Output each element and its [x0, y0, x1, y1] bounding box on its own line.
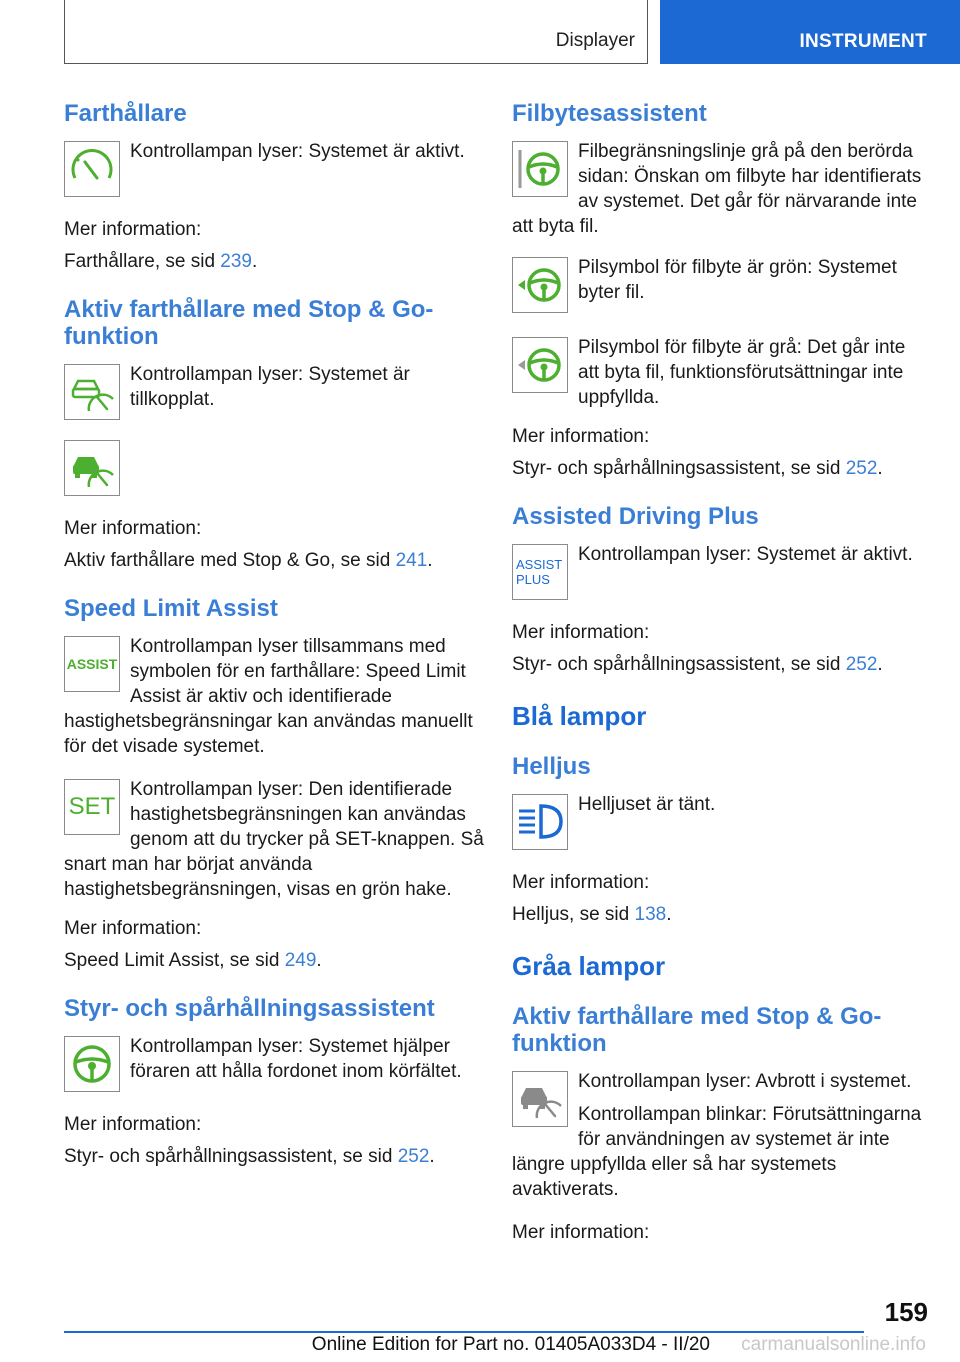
header-chapter-box	[660, 0, 960, 64]
reference-speed-limit-assist: Speed Limit Assist, se sid 249.	[64, 950, 322, 971]
item-farthallare	[64, 139, 484, 203]
reference-aktiv-farthallare: Aktiv farthållare med Stop & Go, se sid 241.	[64, 550, 433, 571]
page-link-138[interactable]: 138	[634, 904, 667, 925]
header-section-title: Displayer	[555, 30, 635, 51]
heading-aktiv-farthallare: Aktiv farthållare med Stop & Go-funktion	[64, 296, 434, 350]
more-info-label: Mer information:	[512, 1222, 650, 1243]
more-info-label: Mer information:	[64, 1114, 202, 1135]
info-speed-limit-assist	[64, 916, 484, 973]
heading-styr-spar: Styr- och spårhållningsassistent	[64, 995, 435, 1022]
steering-wheel-gray-arrow-icon	[512, 337, 568, 393]
item-filbyte-2	[512, 255, 928, 319]
reference-helljus: Helljus, se sid 138.	[512, 904, 672, 925]
item-speed-limit-assist	[64, 634, 484, 759]
page-link-252[interactable]: 252	[845, 458, 878, 479]
text-filbyte-1: Filbegränsningslinje grå på den berörda sidan: Önskan om filbyte har identifierats av systemet. Det går för närvarande inte att byta fil.	[512, 141, 922, 237]
left-column	[64, 100, 484, 1169]
steering-wheel-icon	[64, 1036, 120, 1092]
steering-wheel-lane-line-icon	[512, 141, 568, 197]
page-link-241[interactable]: 241	[395, 550, 428, 571]
page-link-252[interactable]: 252	[397, 1146, 430, 1167]
acc-filled-icon	[64, 440, 120, 496]
reference-farthallare: Farthållare, se sid 239.	[64, 251, 258, 272]
heading-farthallare: Farthållare	[64, 100, 187, 127]
item-aktiv-farthallare-gray	[512, 1069, 928, 1202]
acc-outline-icon	[64, 364, 120, 420]
header-chapter-title: INSTRUMENT	[799, 31, 927, 52]
item-aktiv-farthallare	[64, 362, 484, 426]
info-assisted-driving-plus	[512, 620, 928, 677]
more-info-label: Mer information:	[512, 426, 650, 447]
steering-wheel-green-arrow-icon	[512, 257, 568, 313]
info-aktiv-farthallare	[64, 516, 484, 573]
heading-filbytesassistent: Filbytesassistent	[512, 100, 707, 127]
text-assisted-driving-plus: Kontrollampan lyser: Systemet är aktivt.	[578, 544, 913, 565]
heading-graa-lampor: Gråa lampor	[512, 951, 666, 981]
item-helljus	[512, 792, 928, 856]
heading-bla-lampor: Blå lampor	[512, 701, 647, 731]
more-info-label: Mer information:	[512, 872, 650, 893]
right-column	[512, 100, 928, 1245]
text-aktiv-gray-1: Kontrollampan lyser: Avbrott i systemet.	[578, 1071, 912, 1092]
more-info-label: Mer information:	[512, 622, 650, 643]
text-styr-spar: Kontrollampan lyser: Systemet hjälper föraren att hålla fordonet inom körfältet.	[130, 1036, 462, 1082]
text-filbyte-3: Pilsymbol för filbyte är grå: Det går inte att byta fil, funktionsförutsättningar inte uppfyllda.	[578, 337, 906, 408]
page-link-249[interactable]: 249	[284, 950, 317, 971]
reference-filbyte: Styr- och spårhållningsassistent, se sid 252.	[512, 458, 883, 479]
assist-text-icon: ASSIST	[64, 636, 120, 692]
watermark-text: carmanualsonline.info	[741, 1334, 926, 1355]
text-filbyte-2: Pilsymbol för filbyte är grön: Systemet byter fil.	[578, 257, 897, 303]
heading-helljus: Helljus	[512, 753, 591, 780]
text-aktiv-gray-2: Kontrollampan blinkar: Förutsättningarna för användningen av systemet är inte längre uppfyllda eller så har systemets avaktiverats.	[512, 1104, 922, 1200]
reference-styr-spar: Styr- och spårhållningsassistent, se sid 252.	[64, 1146, 435, 1167]
item-styr-spar	[64, 1034, 484, 1098]
more-info-label: Mer information:	[64, 518, 202, 539]
assist-plus-icon: ASSIST PLUS	[512, 544, 568, 600]
acc-gray-icon	[512, 1071, 568, 1127]
item-aktiv-farthallare-2	[64, 438, 484, 502]
info-farthallare	[64, 217, 484, 274]
text-farthallare: Kontrollampan lyser: Systemet är aktivt.	[130, 141, 465, 162]
reference-assisted-driving-plus: Styr- och spårhållningsassistent, se sid 252.	[512, 654, 883, 675]
heading-assisted-driving-plus: Assisted Driving Plus	[512, 503, 759, 530]
text-speed-limit-assist: Kontrollampan lyser tillsammans med symbolen för en farthållare: Speed Limit Assist är aktiv och identifierade hastighetsbegränsningar kan användas manuellt för det visade systemet.	[64, 636, 473, 757]
high-beam-icon	[512, 794, 568, 850]
heading-speed-limit-assist: Speed Limit Assist	[64, 595, 278, 622]
cruise-control-icon	[64, 141, 120, 197]
item-filbyte-1	[512, 139, 928, 239]
heading-aktiv-farthallare-gray: Aktiv farthållare med Stop & Go-funktion	[512, 1003, 882, 1057]
page-link-252[interactable]: 252	[845, 654, 878, 675]
header-section-box	[64, 0, 648, 64]
info-helljus	[512, 870, 928, 927]
info-filbyte	[512, 424, 928, 481]
more-info-label: Mer information:	[64, 219, 202, 240]
info-aktiv-farthallare-gray	[512, 1220, 928, 1245]
text-aktiv-farthallare: Kontrollampan lyser: Systemet är tillkopplat.	[130, 364, 410, 410]
edition-text: Online Edition for Part no. 01405A033D4 - II/20	[311, 1334, 710, 1355]
page-link-239[interactable]: 239	[220, 251, 252, 272]
text-helljus: Helljuset är tänt.	[578, 794, 716, 815]
item-filbyte-3	[512, 335, 928, 410]
footer-divider	[64, 1331, 864, 1333]
text-speed-limit-set: Kontrollampan lyser: Den identifierade hastighetsbegränsningen kan användas genom att du trycker på SET-knappen. Så snart man har börjat använda hastighetsbegränsningen, visas en grön hake.	[64, 779, 484, 900]
page-number: 159	[884, 1297, 928, 1327]
item-assisted-driving-plus	[512, 542, 928, 606]
set-text-icon: SET	[64, 779, 120, 835]
info-styr-spar	[64, 1112, 484, 1169]
more-info-label: Mer information:	[64, 918, 202, 939]
item-speed-limit-set	[64, 777, 484, 902]
